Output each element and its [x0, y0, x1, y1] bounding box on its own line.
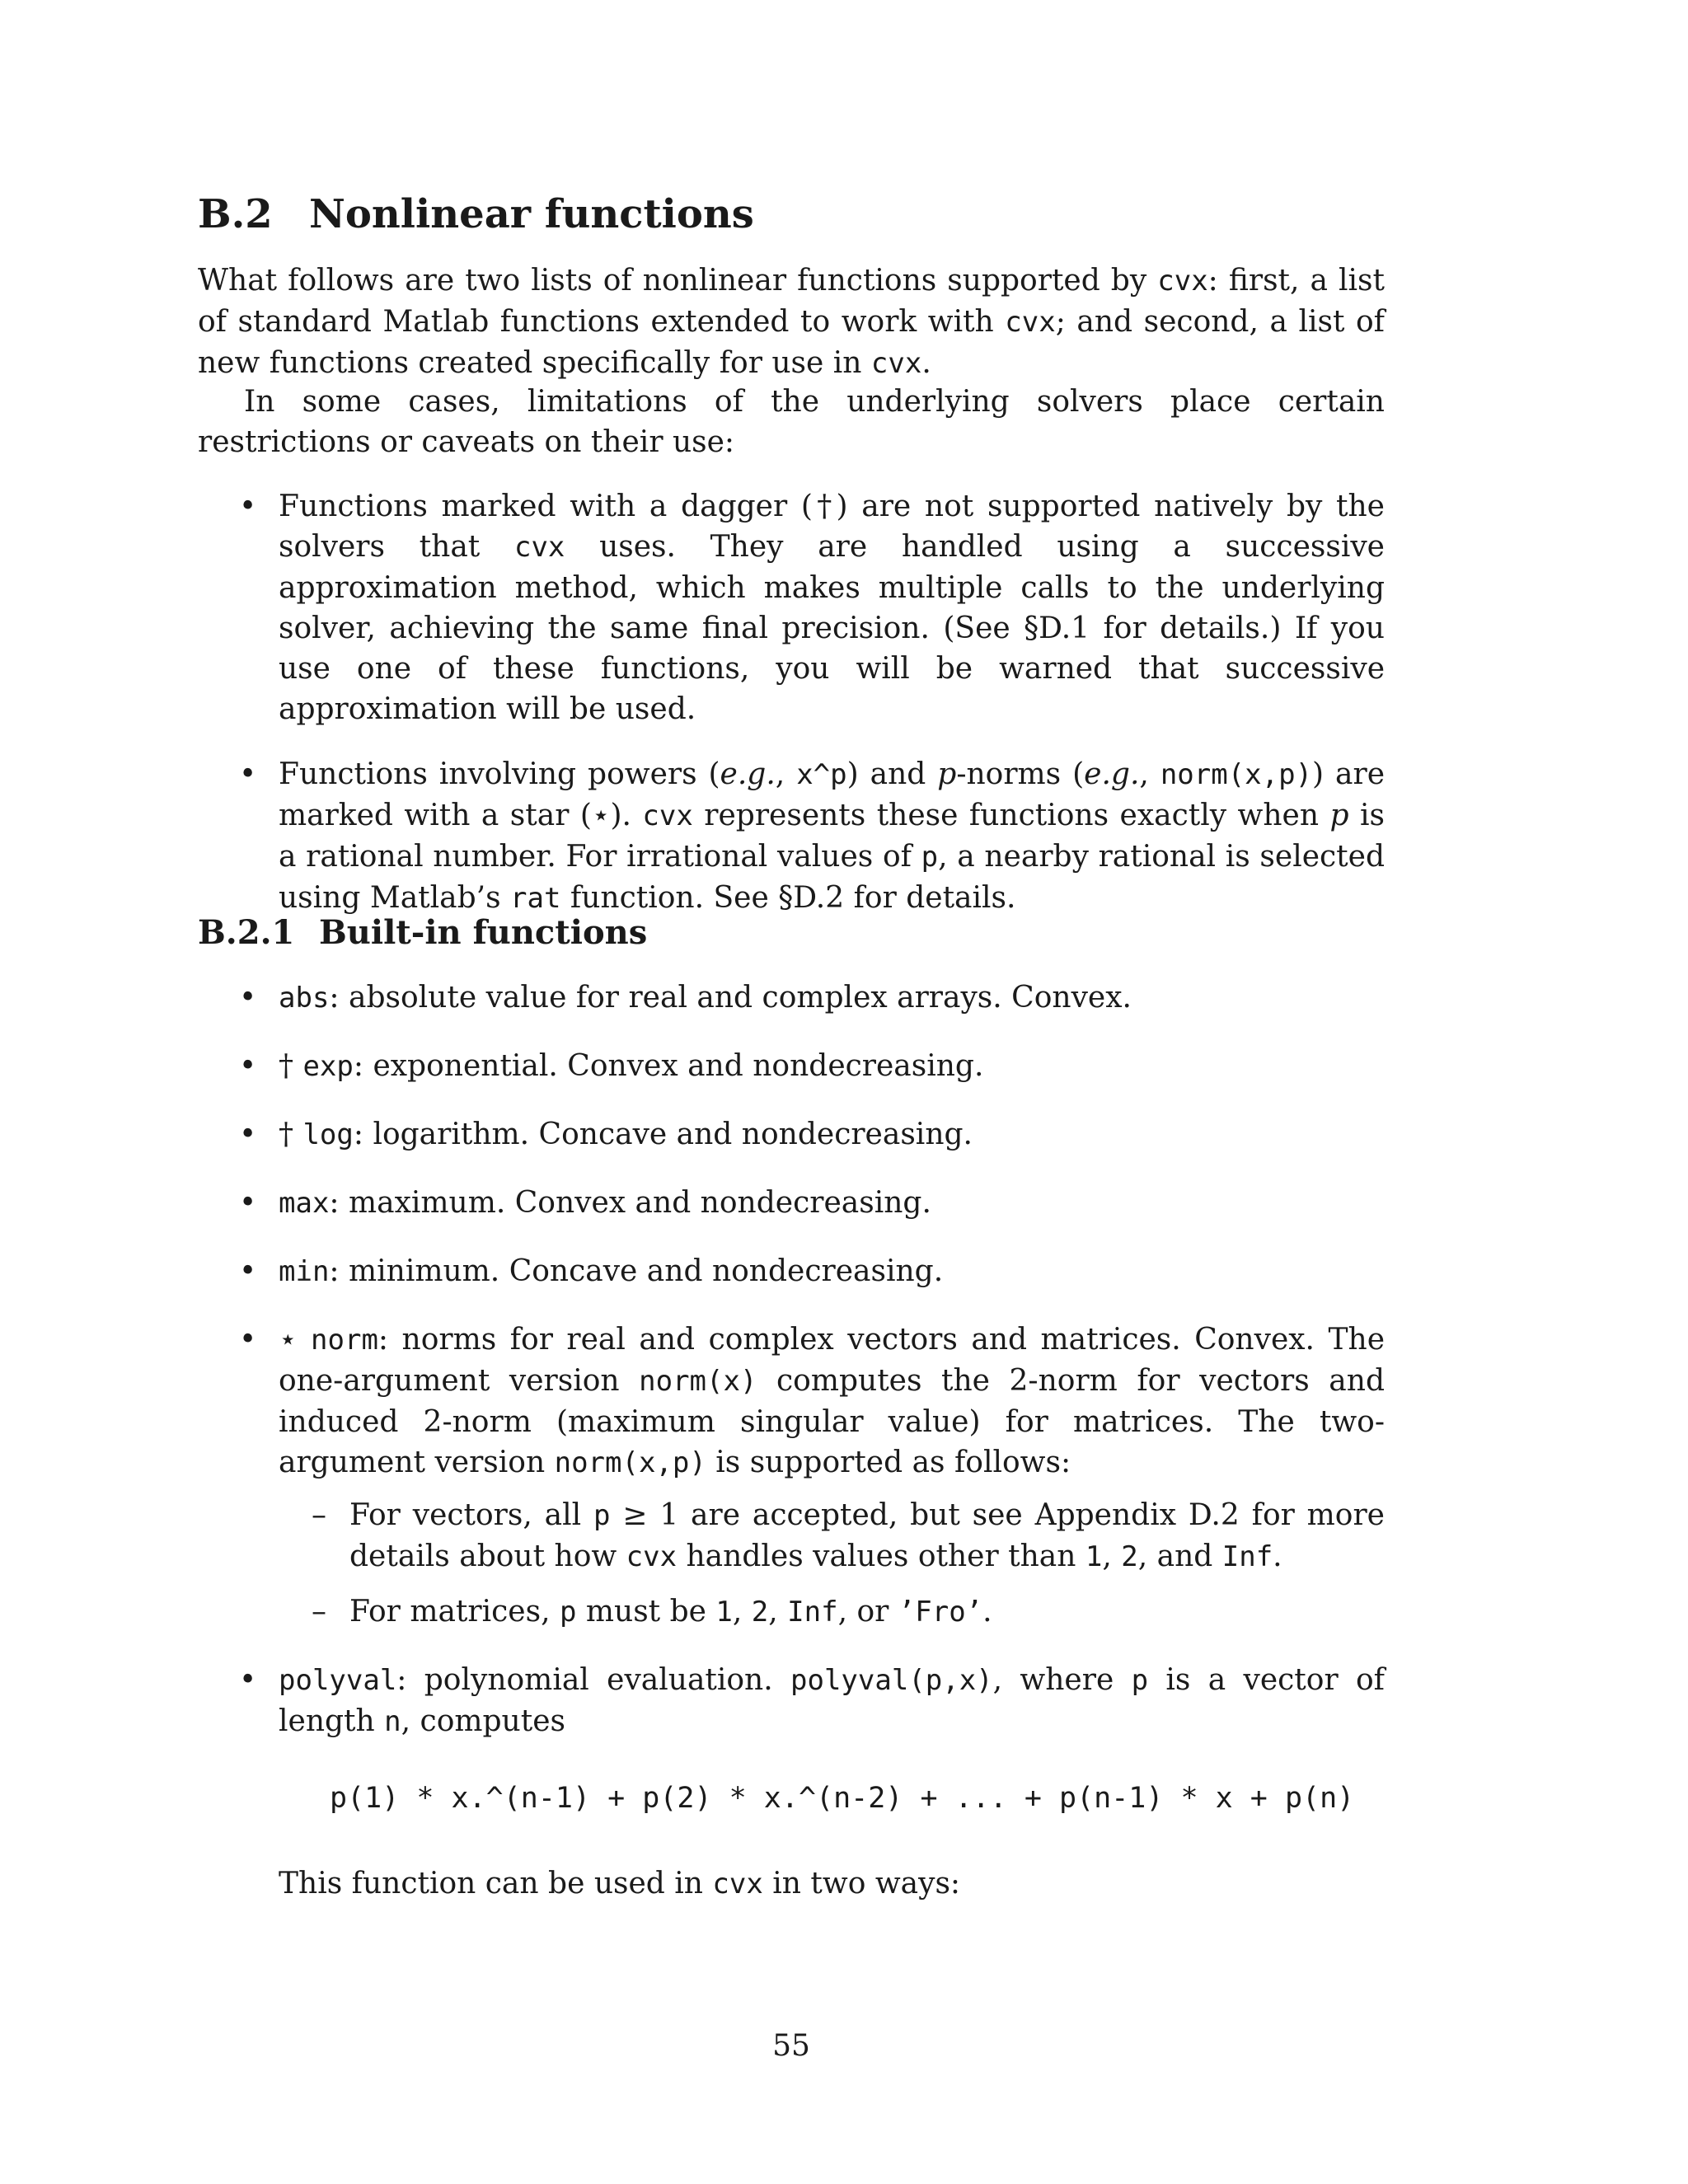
- intro-paragraph-2: In some cases, limitations of the underlying solvers place certain restrictions or caveats on their use:: [198, 385, 1385, 459]
- dash-icon: –: [312, 1498, 326, 1532]
- page-number: 55: [772, 2029, 810, 2063]
- star-icon: ⋆: [279, 1323, 312, 1357]
- dagger-icon: †: [279, 1049, 303, 1083]
- function-item-abs: • abs: absolute value for real and complex arrays. Convex.: [198, 977, 1385, 1019]
- function-item-exp: • † exp: exponential. Convex and nondecreasing.: [198, 1046, 1385, 1087]
- bullet-icon: •: [239, 981, 257, 1015]
- code-cvx: cvx: [1157, 265, 1208, 298]
- caveat-item-dagger: • Functions marked with a dagger (†) are not supported natively by the solvers that cvx uses. They are handled using a successive approximation method, which makes multiple calls to the underlying solver, achieving the same final precision. (See §D.1 for details.) If you use one of these functions, you will be warned that successive approximation will be used.: [198, 486, 1385, 729]
- bullet-icon: •: [239, 1049, 257, 1083]
- function-list: [198, 977, 1385, 1742]
- subsection-heading: [198, 913, 647, 952]
- code-cvx: cvx: [870, 347, 922, 380]
- document-page: [198, 0, 1385, 2184]
- function-item-log: • † log: logarithm. Concave and nondecreasing.: [198, 1114, 1385, 1155]
- bullet-icon: •: [239, 1663, 257, 1697]
- bullet-icon: •: [239, 757, 257, 791]
- norm-subitem-matrices: – For matrices, p must be 1, 2, Inf, or ’Fro’.: [279, 1591, 1385, 1633]
- norm-sublist: [279, 1495, 1385, 1633]
- section-heading: [198, 191, 754, 237]
- polyval-formula: p(1) * x.^(n-1) + p(2) * x.^(n-2) + ... + p(n-1) * x + p(n): [330, 1782, 1355, 1815]
- subsection-title: Built-in functions: [319, 913, 648, 952]
- dash-icon: –: [312, 1595, 326, 1629]
- code-cvx: cvx: [1005, 306, 1056, 339]
- section-title: Nonlinear functions: [309, 191, 754, 237]
- bullet-icon: •: [239, 1254, 257, 1288]
- section-number: B.2: [198, 191, 273, 237]
- dagger-icon: †: [279, 1118, 303, 1151]
- subsection-number: B.2.1: [198, 913, 295, 952]
- intro-paragraph-1: What follows are two lists of nonlinear functions supported by cvx: first, a list of standard Matlab functions extended to work with cvx; and second, a list of new functions created specifically for use in cvx.: [198, 264, 1385, 380]
- norm-subitem-vectors: – For vectors, all p ≥ 1 are accepted, but see Appendix D.2 for more details about how cvx handles values other than 1, 2, and Inf.: [279, 1495, 1385, 1577]
- bullet-icon: •: [239, 490, 257, 523]
- function-item-min: • min: minimum. Concave and nondecreasing.: [198, 1251, 1385, 1292]
- bullet-icon: •: [239, 1118, 257, 1151]
- caveat-list: [198, 486, 1385, 919]
- function-item-polyval: • polyval: polynomial evaluation. polyval(p,x), where p is a vector of length n, computes: [198, 1660, 1385, 1742]
- function-item-norm: • ⋆ norm: norms for real and complex vectors and matrices. Convex. The one-argument version norm(x) computes the 2-norm for vectors and induced 2-norm (maximum singular value) for matrices. The two-argument version norm(x,p) is supported as follows: – For vectors, all p ≥ 1 are accepted, but see Appendix D.2 for more details about how cvx handles values other than 1, 2, and Inf. – For matrices, p must be 1, 2, Inf, or ’Fro’.: [198, 1319, 1385, 1633]
- closing-paragraph: This function can be used in cvx in two ways:: [279, 1867, 961, 1900]
- function-item-max: • max: maximum. Convex and nondecreasing.: [198, 1183, 1385, 1224]
- bullet-icon: •: [239, 1323, 257, 1357]
- caveat-item-star: • Functions involving powers (e.g., x^p) and p-norms (e.g., norm(x,p)) are marked with a star (⋆). cvx represents these functions exactly when p is a rational number. For irrational values of p, a nearby rational is selected using Matlab’s rat function. See §D.2 for details.: [198, 754, 1385, 919]
- bullet-icon: •: [239, 1186, 257, 1220]
